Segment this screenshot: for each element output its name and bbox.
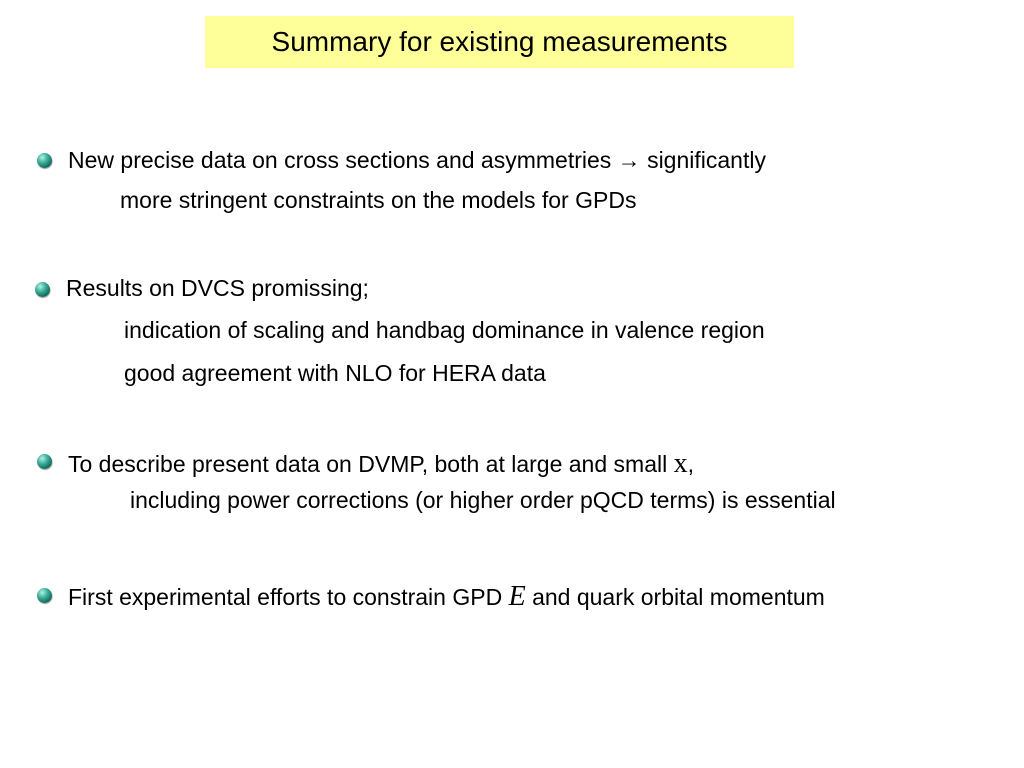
bullet-sphere-icon — [37, 153, 52, 168]
slide-title-box — [205, 16, 794, 68]
variable-x: x — [673, 448, 688, 479]
bullet-4-line-1 — [68, 583, 825, 611]
bullet-sphere-icon — [35, 282, 50, 297]
bullet-2-line-2: indication of scaling and handbag dominance in valence region — [124, 317, 765, 343]
bullet-2-line-1: Results on DVCS promissing; — [66, 275, 369, 301]
bullet-3-line-2: including power corrections (or higher order pQCD terms) is essential — [130, 487, 836, 513]
slide-title: Summary for existing measurements — [271, 26, 728, 57]
bullet-sphere-icon — [37, 588, 52, 603]
bullet-1-line-1: New precise data on cross sections and asymmetries → significantly — [68, 147, 766, 173]
bullet-sphere-icon — [37, 454, 52, 469]
bullet-4-line-1-text: First experimental efforts to constrain GPD — [68, 584, 509, 610]
bullet-1-line-2: more stringent constraints on the models for GPDs — [120, 187, 637, 213]
bullet-4-line-1-suffix: and quark orbital momentum — [525, 584, 825, 610]
bullet-3-line-1 — [68, 450, 694, 478]
bullet-3-line-1-suffix: , — [687, 451, 694, 477]
bullet-3-line-1-text: To describe present data on DVMP, both at large and small — [68, 451, 674, 477]
bullet-2-line-3: good agreement with NLO for HERA data — [124, 360, 546, 386]
variable-E: E — [508, 581, 526, 612]
